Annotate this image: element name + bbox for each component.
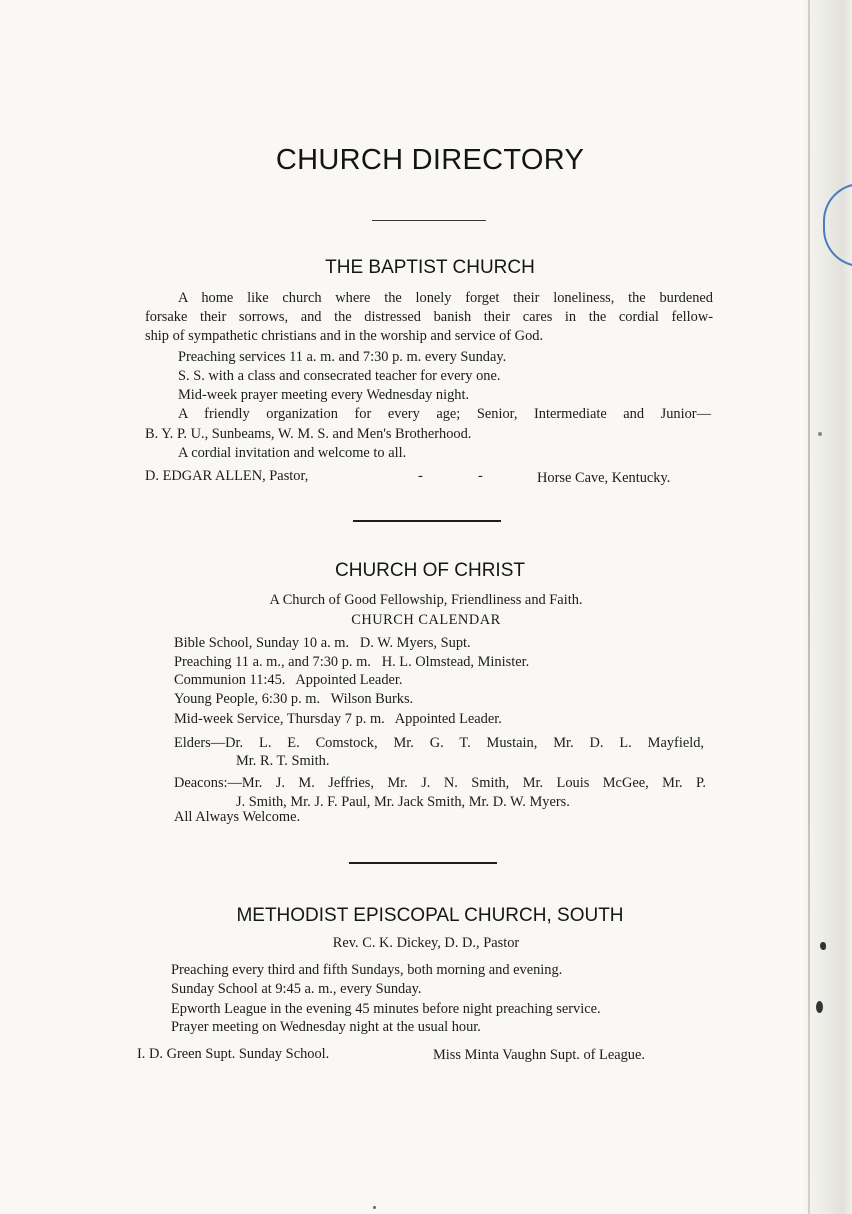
methodist-league-supt: Miss Minta Vaughn Supt. of League. [433, 1047, 645, 1063]
christ-calendar-line: Mid-week Service, Thursday 7 p. m. Appointed Leader. [174, 711, 502, 727]
christ-deacons-cont: J. Smith, Mr. J. F. Paul, Mr. Jack Smith, Mr. D. W. Myers. [236, 794, 570, 810]
christ-elders-cont: Mr. R. T. Smith. [236, 753, 330, 769]
title-divider [372, 220, 486, 221]
methodist-line: Sunday School at 9:45 a. m., every Sunday. [171, 981, 422, 997]
methodist-line: Preaching every third and fifth Sundays, both morning and evening. [171, 962, 563, 978]
christ-calendar-line: Young People, 6:30 p. m. Wilson Burks. [174, 691, 414, 707]
christ-calendar-line: Communion 11:45. Appointed Leader. [174, 672, 403, 688]
methodist-sunday-school-supt: I. D. Green Supt. Sunday School. [137, 1046, 330, 1062]
baptist-pastor-location: Horse Cave, Kentucky. [537, 470, 671, 486]
methodist-line: Epworth League in the evening 45 minutes before night preaching service. [171, 1001, 601, 1017]
section-divider [353, 520, 501, 522]
baptist-line: S. S. with a class and consecrated teacher for every one. [178, 368, 501, 384]
ink-speck [818, 432, 822, 436]
separator-dash: - [418, 468, 423, 484]
christ-calendar-line: Bible School, Sunday 10 a. m. D. W. Myers, Supt. [174, 635, 471, 651]
christ-closing: All Always Welcome. [174, 809, 301, 825]
christ-deacons: Deacons:—Mr. J. M. Jeffries, Mr. J. N. Smith, Mr. Louis McGee, Mr. P. [174, 775, 706, 791]
baptist-line: A friendly organization for every age; Senior, Intermediate and Junior— [178, 406, 711, 422]
ink-speck [816, 1001, 823, 1013]
baptist-line: ship of sympathetic christians and in the worship and service of God. [145, 328, 544, 344]
baptist-line: Preaching services 11 a. m. and 7:30 p. m. every Sunday. [178, 349, 507, 365]
methodist-pastor: Rev. C. K. Dickey, D. D., Pastor [332, 935, 520, 951]
methodist-line: Prayer meeting on Wednesday night at the usual hour. [171, 1019, 481, 1035]
christ-calendar-title: CHURCH CALENDAR [351, 612, 501, 628]
christ-subtitle: A Church of Good Fellowship, Friendliness and Faith. [269, 592, 583, 608]
baptist-line: A home like church where the lonely forget their loneliness, the burdened [178, 290, 713, 306]
baptist-pastor-name: D. EDGAR ALLEN, Pastor, [145, 468, 309, 484]
page-title: CHURCH DIRECTORY [275, 144, 585, 176]
christ-heading: CHURCH OF CHRIST [335, 560, 525, 581]
baptist-line: B. Y. P. U., Sunbeams, W. M. S. and Men's Brotherhood. [145, 426, 472, 442]
christ-elders: Elders—Dr. L. E. Comstock, Mr. G. T. Mustain, Mr. D. L. Mayfield, [174, 735, 704, 751]
methodist-heading: METHODIST EPISCOPAL CHURCH, SOUTH [236, 905, 624, 926]
baptist-line: forsake their sorrows, and the distressed banish their cares in the cordial fellow- [145, 309, 713, 325]
christ-calendar-line: Preaching 11 a. m., and 7:30 p. m. H. L. Olmstead, Minister. [174, 654, 530, 670]
baptist-line: Mid-week prayer meeting every Wednesday night. [178, 387, 470, 403]
section-divider [349, 862, 497, 864]
baptist-line: A cordial invitation and welcome to all. [178, 445, 407, 461]
separator-dash: - [478, 468, 483, 484]
baptist-heading: THE BAPTIST CHURCH [325, 257, 535, 278]
ink-speck [373, 1206, 376, 1209]
